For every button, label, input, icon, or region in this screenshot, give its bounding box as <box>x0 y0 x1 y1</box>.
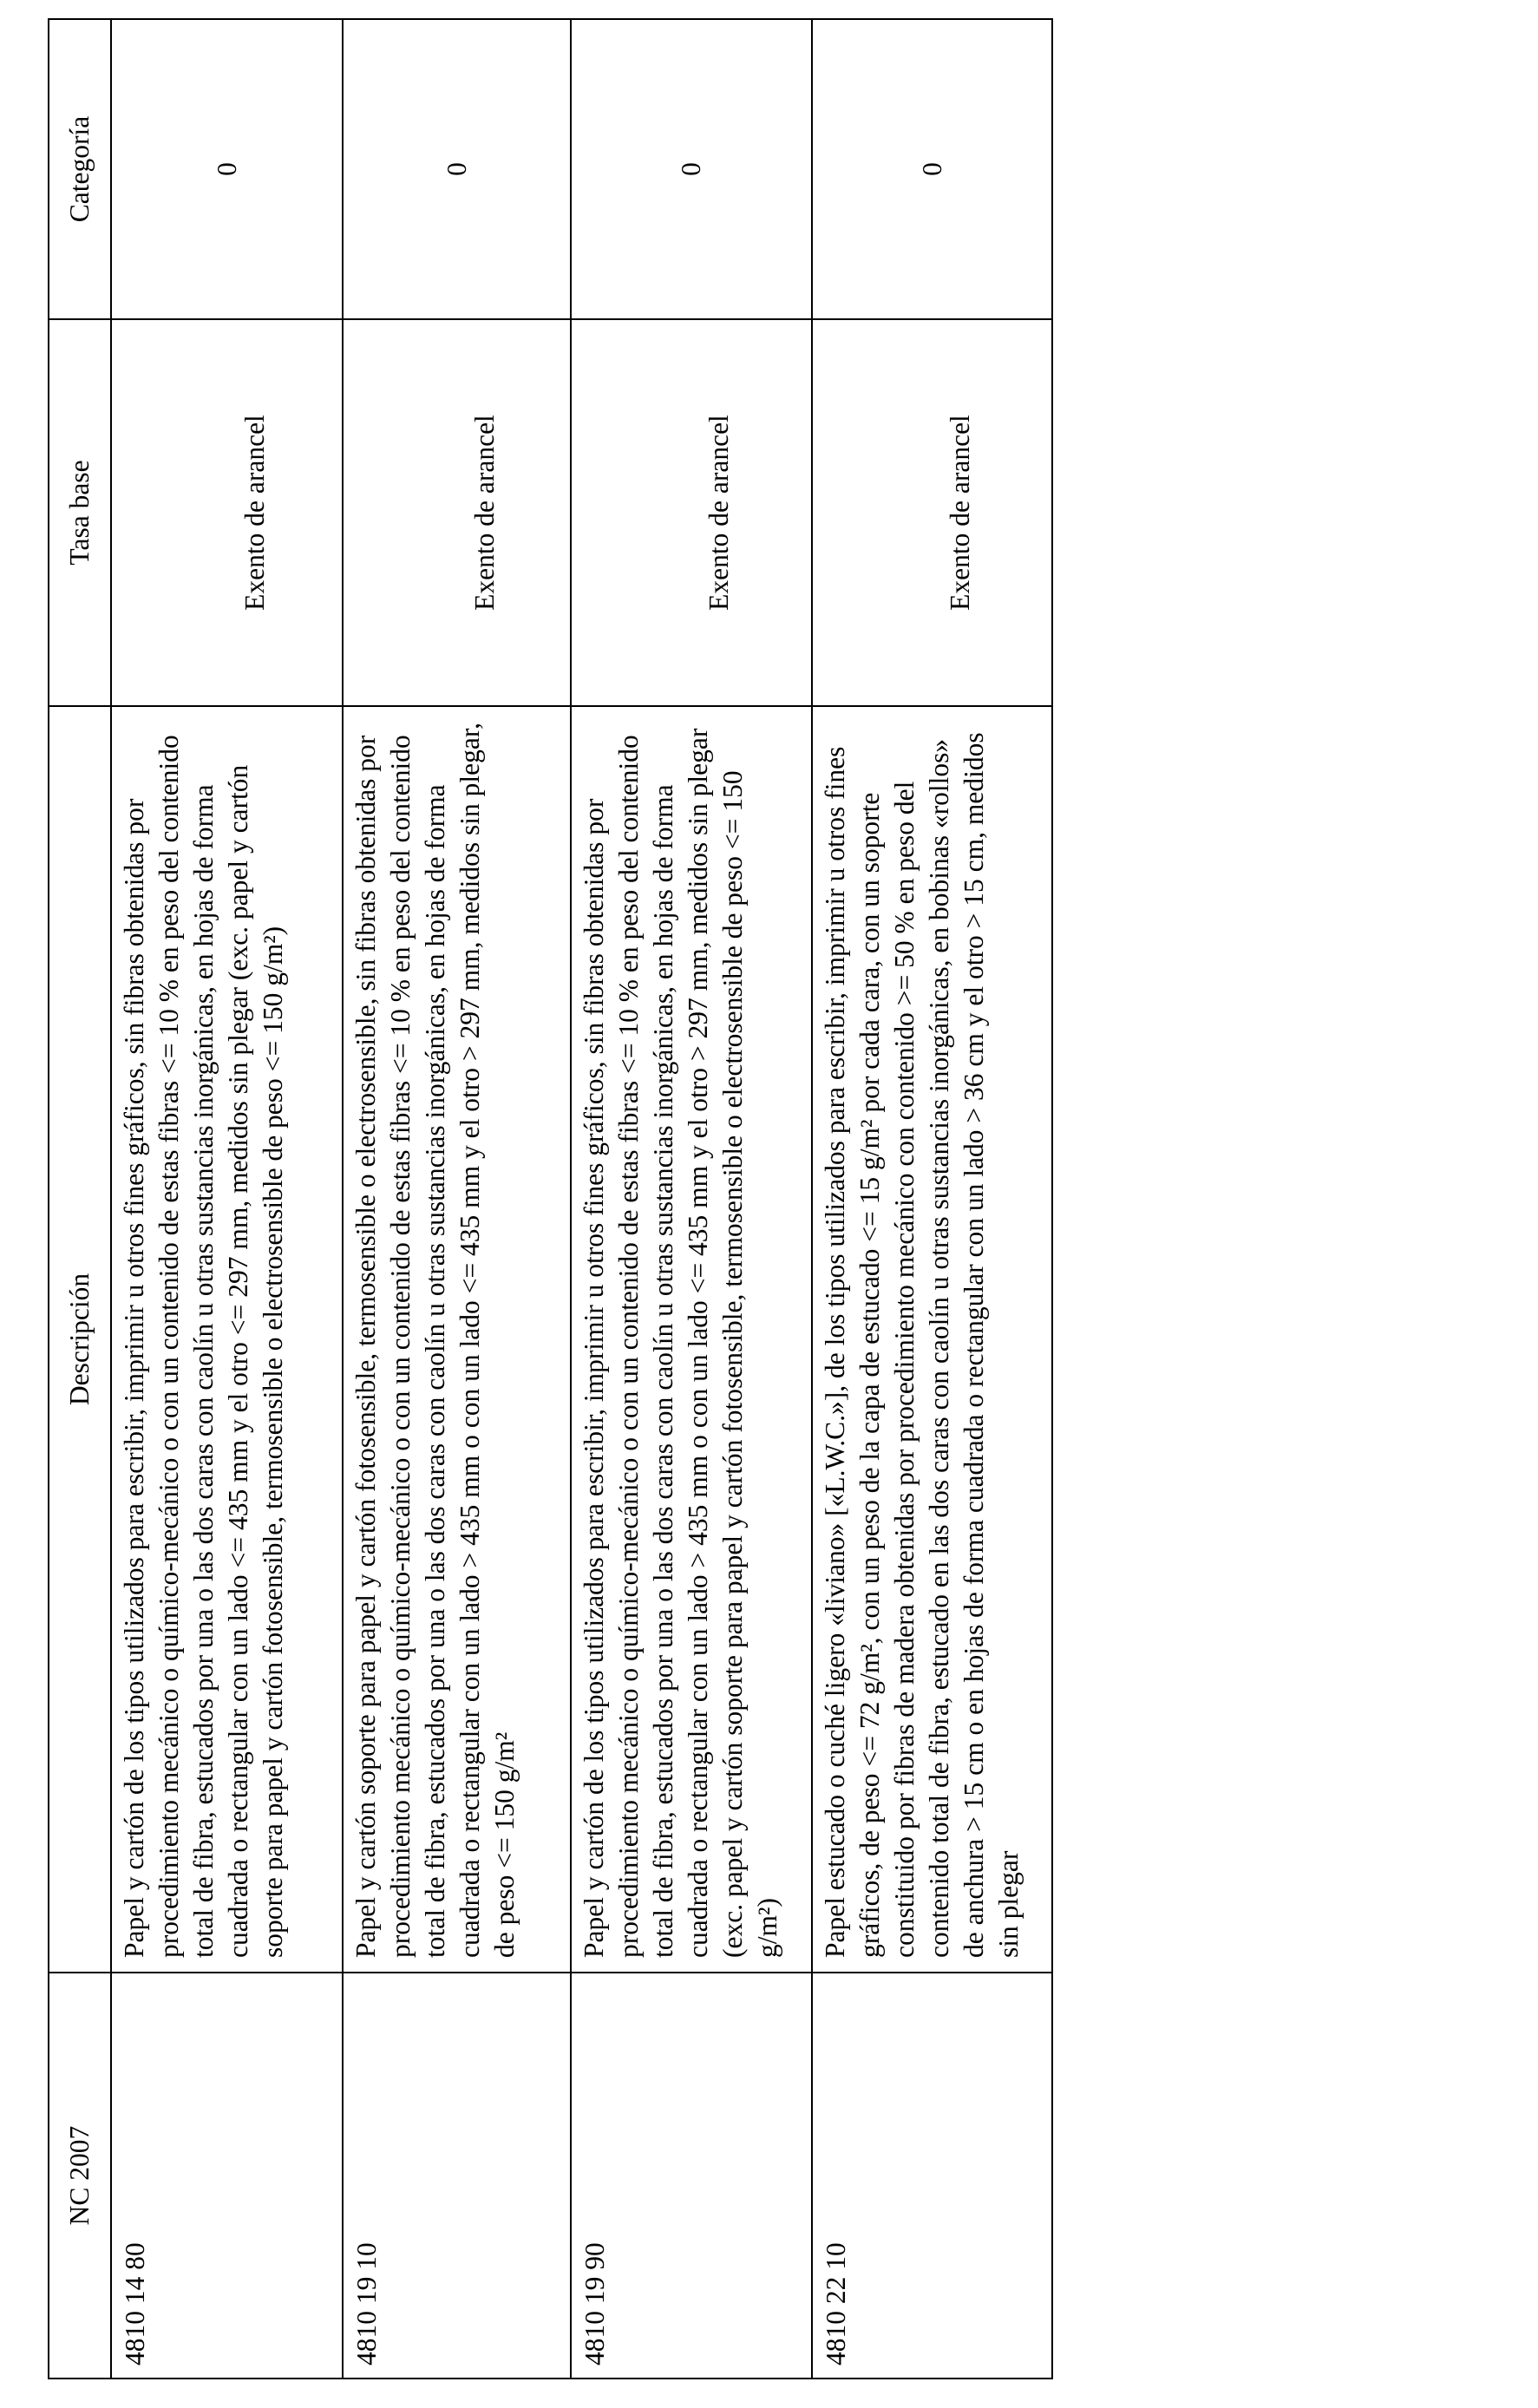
cell-rate <box>812 319 1052 706</box>
table-row <box>571 19 812 2379</box>
rotated-page <box>48 20 1050 2379</box>
column-header-category: Categoría <box>49 19 111 319</box>
rate-text: Exento de arancel <box>704 415 734 611</box>
rate-text: Exento de arancel <box>944 415 975 611</box>
tariff-table <box>48 18 1053 2379</box>
cell-code: 4810 14 80 <box>111 1973 343 2379</box>
cell-code: 4810 19 90 <box>571 1973 812 2379</box>
cell-category: 0 <box>343 19 571 319</box>
table-row <box>111 19 343 2379</box>
rate-text: Exento de arancel <box>468 415 500 611</box>
cell-rate <box>343 319 571 706</box>
cell-description: Papel y cartón soporte para papel y cartón fotosensible, termosensible o electrosensible, sin fibras obtenidas por procedimiento mecánico o químico-mecánico o con un contenido de estas fibras <= 10 % en peso del contenido total de fibra, estucados por una o las dos caras con caolín u otras sustancias inorgánicas, en hojas de forma cuadrada o rectangular con un lado > 435 mm o con un lado <= 435 mm y el otro > 297 mm, medidos sin plegar, de peso <= 150 g/m² <box>343 706 571 1973</box>
cell-category: 0 <box>571 19 812 319</box>
table-header-row <box>49 19 111 2379</box>
column-header-code: NC 2007 <box>49 1973 111 2379</box>
cell-description: Papel estucado o cuché ligero «liviano» [«L.W.C.»], de los tipos utilizados para escribir, imprimir u otros fines gráficos, de peso <= 72 g/m², con un peso de la capa de estucado <= 15 g/m² por cada cara, con un soporte constituido por fibras de madera obtenidas por procedimiento mecánico con contenido >= 50 % en peso del contenido total de fibra, estucado en las dos caras con caolín u otras sustancias inorgánicas, en bobinas «rollos» de anchura > 15 cm o en hojas de forma cuadrada o rectangular con un lado > 36 cm y el otro > 15 cm, medidos sin plegar <box>812 706 1052 1973</box>
cell-rate <box>571 319 812 706</box>
cell-code: 4810 22 10 <box>812 1973 1052 2379</box>
cell-rate <box>111 319 343 706</box>
cell-category: 0 <box>111 19 343 319</box>
cell-description: Papel y cartón de los tipos utilizados para escribir, imprimir u otros fines gráficos, sin fibras obtenidas por procedimiento mecánico o químico-mecánico o con un contenido de estas fibras <= 10 % en peso del contenido total de fibra, estucados por una o las dos caras con caolín u otras sustancias inorgánicas, en hojas de forma cuadrada o rectangular con un lado > 435 mm o con un lado <= 435 mm y el otro > 297 mm, medidos sin plegar (exc. papel y cartón soporte para papel y cartón fotosensible, termosensible o electrosensible de peso <= 150 g/m²) <box>571 706 812 1973</box>
table-row <box>343 19 571 2379</box>
cell-description: Papel y cartón de los tipos utilizados para escribir, imprimir u otros fines gráficos, sin fibras obtenidas por procedimiento mecánico o químico-mecánico o con un contenido de estas fibras <= 10 % en peso del contenido total de fibra, estucados por una o las dos caras con caolín u otras sustancias inorgánicas, en hojas de forma cuadrada o rectangular con un lado <= 435 mm y el otro <= 297 mm, medidos sin plegar (exc. papel y cartón soporte para papel y cartón fotosensible, termosensible o electrosensible de peso <= 150 g/m²) <box>111 706 343 1973</box>
cell-category: 0 <box>812 19 1052 319</box>
column-header-rate: Tasa base <box>49 319 111 706</box>
rate-text: Exento de arancel <box>239 415 270 611</box>
table-row <box>812 19 1052 2379</box>
cell-code: 4810 19 10 <box>343 1973 571 2379</box>
column-header-description: Descripción <box>49 706 111 1973</box>
